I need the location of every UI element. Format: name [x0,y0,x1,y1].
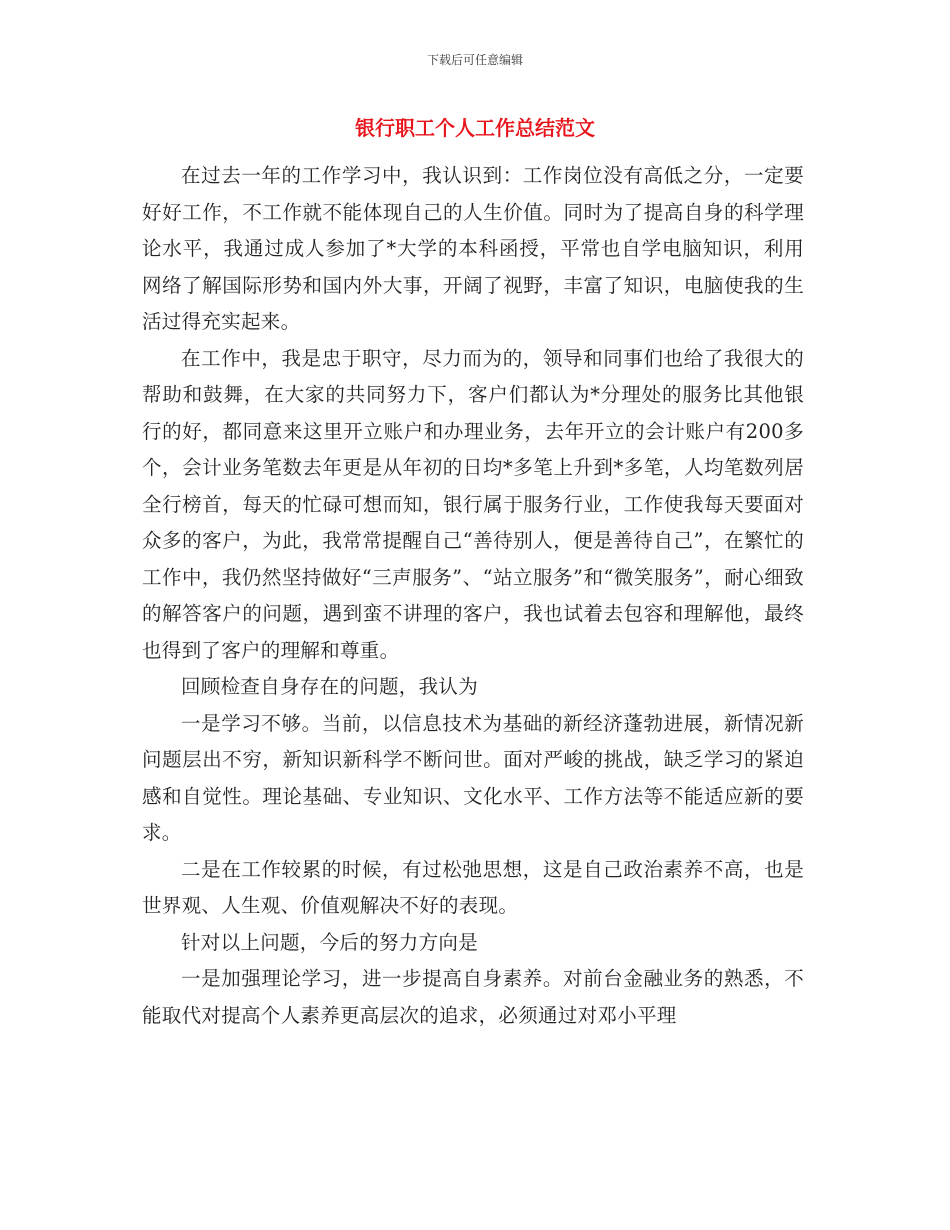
paragraph-work: 在工作中，我是忠于职守，尽力而为的，领导和同事们也给了我很大的帮助和鼓舞，在大家的共同努力下，客户们都认为*分理处的服务比其他银行的好，都同意来这里开立账户和办理业务，去年开立的会计账户有200多个，会计业务笔数去年更是从年初的日均*多笔上升到*多笔，人均笔数列居全行榜首，每天的忙碌可想而知，银行属于服务行业，工作使我每天要面对众多的客户，为此，我常常提醒自己“善待别人，便是善待自己”，在繁忙的工作中，我仍然坚持做好“三声服务”、“站立服务”和“微笑服务”，耐心细致的解答客户的问题，遇到蛮不讲理的客户，我也试着去包容和理解他，最终也得到了客户的理解和尊重。 [142,346,804,662]
document-body [142,158,804,1034]
paragraph-problem-two: 二是在工作较累的时候，有过松弛思想，这是自己政治素养不高，也是世界观、人生观、价值观解决不好的表现。 [142,857,804,917]
document-title: 银行职工个人工作总结范文 [355,116,595,140]
page-header-note: 下载后可任意编辑 [426,53,523,67]
paragraph-problem-one: 一是学习不够。当前，以信息技术为基础的新经济蓬勃进展，新情况新问题层出不穷，新知识新科学不断问世。面对严峻的挑战，缺乏学习的紧迫感和自觉性。理论基础、专业知识、文化水平、工作方法等不能适应新的要求。 [142,711,804,844]
paragraph-direction-one: 一是加强理论学习，进一步提高自身素养。对前台金融业务的熟悉，不能取代对提高个人素养更高层次的追求，必须通过对邓小平理 [142,967,804,1027]
paragraph-intro: 在过去一年的工作学习中，我认识到：工作岗位没有高低之分，一定要好好工作，不工作就不能体现自己的人生价值。同时为了提高自身的科学理论水平，我通过成人参加了*大学的本科函授，平常也自学电脑知识，利用网络了解国际形势和国内外大事，开阔了视野，丰富了知识，电脑使我的生活过得充实起来。 [142,164,804,333]
paragraph-direction-heading: 针对以上问题，今后的努力方向是 [181,930,479,954]
paragraph-review-heading: 回顾检查自身存在的问题，我认为 [181,675,479,698]
